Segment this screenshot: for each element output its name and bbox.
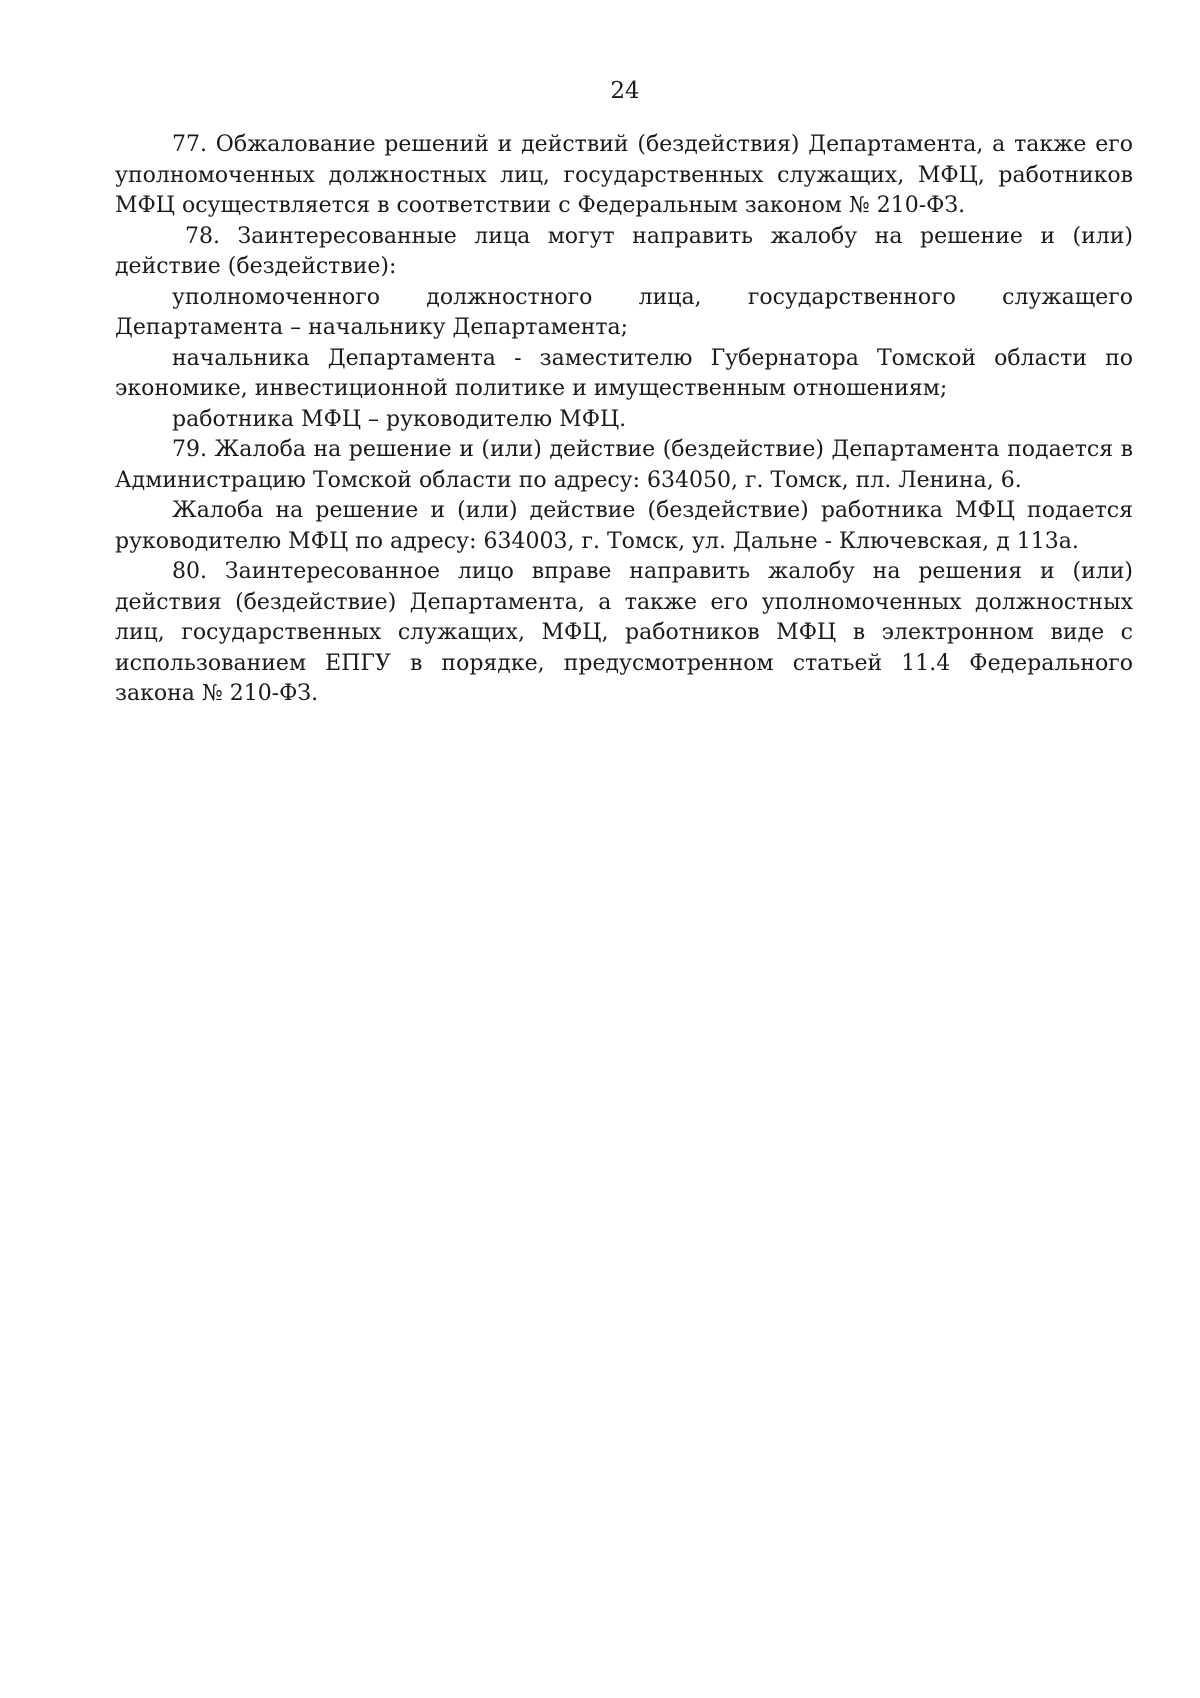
paragraph-79: 79. Жалоба на решение и (или) действие (бездействие) Департамента подается в Администрацию Томской области по адресу: 634050, г. Томск, пл. Ленина, 6. [115,437,1133,493]
paragraph-78-item-3: работника МФЦ – руководителю МФЦ. [172,406,627,432]
document-body [115,130,1133,710]
paragraph-78: 78. Заинтересованные лица могут направить жалобу на решение и (или) действие (бездействие): [115,223,1133,279]
paragraph-77: 77. Обжалование решений и действий (бездействия) Департамента, а также его уполномоченных должностных лиц, государственных служащих, МФЦ, работников МФЦ осуществляется в соответствии с Федеральным законом № 210-ФЗ. [115,132,1133,218]
page-number: 24 [610,78,640,104]
paragraph-78-item-1: уполномоченного должностного лица, государственного служащего Департамента – начальнику Департамента; [115,284,1133,340]
paragraph-80: 80. Заинтересованное лицо вправе направить жалобу на решения и (или) действия (бездействие) Департамента, а также его уполномоченных должностных лиц, государственных служащих, МФЦ, работников МФЦ в электронном виде с использованием ЕПГУ в порядке, предусмотренном статьей 11.4 Федерального закона № 210-ФЗ. [115,559,1133,706]
paragraph-78-item-2: начальника Департамента - заместителю Губернатора Томской области по экономике, инвестиционной политике и имущественным отношениям; [115,345,1133,401]
paragraph-79-mfc: Жалоба на решение и (или) действие (бездействие) работника МФЦ подается руководителю МФЦ по адресу: 634003, г. Томск, ул. Дальне - Ключевская, д 113а. [115,498,1133,554]
